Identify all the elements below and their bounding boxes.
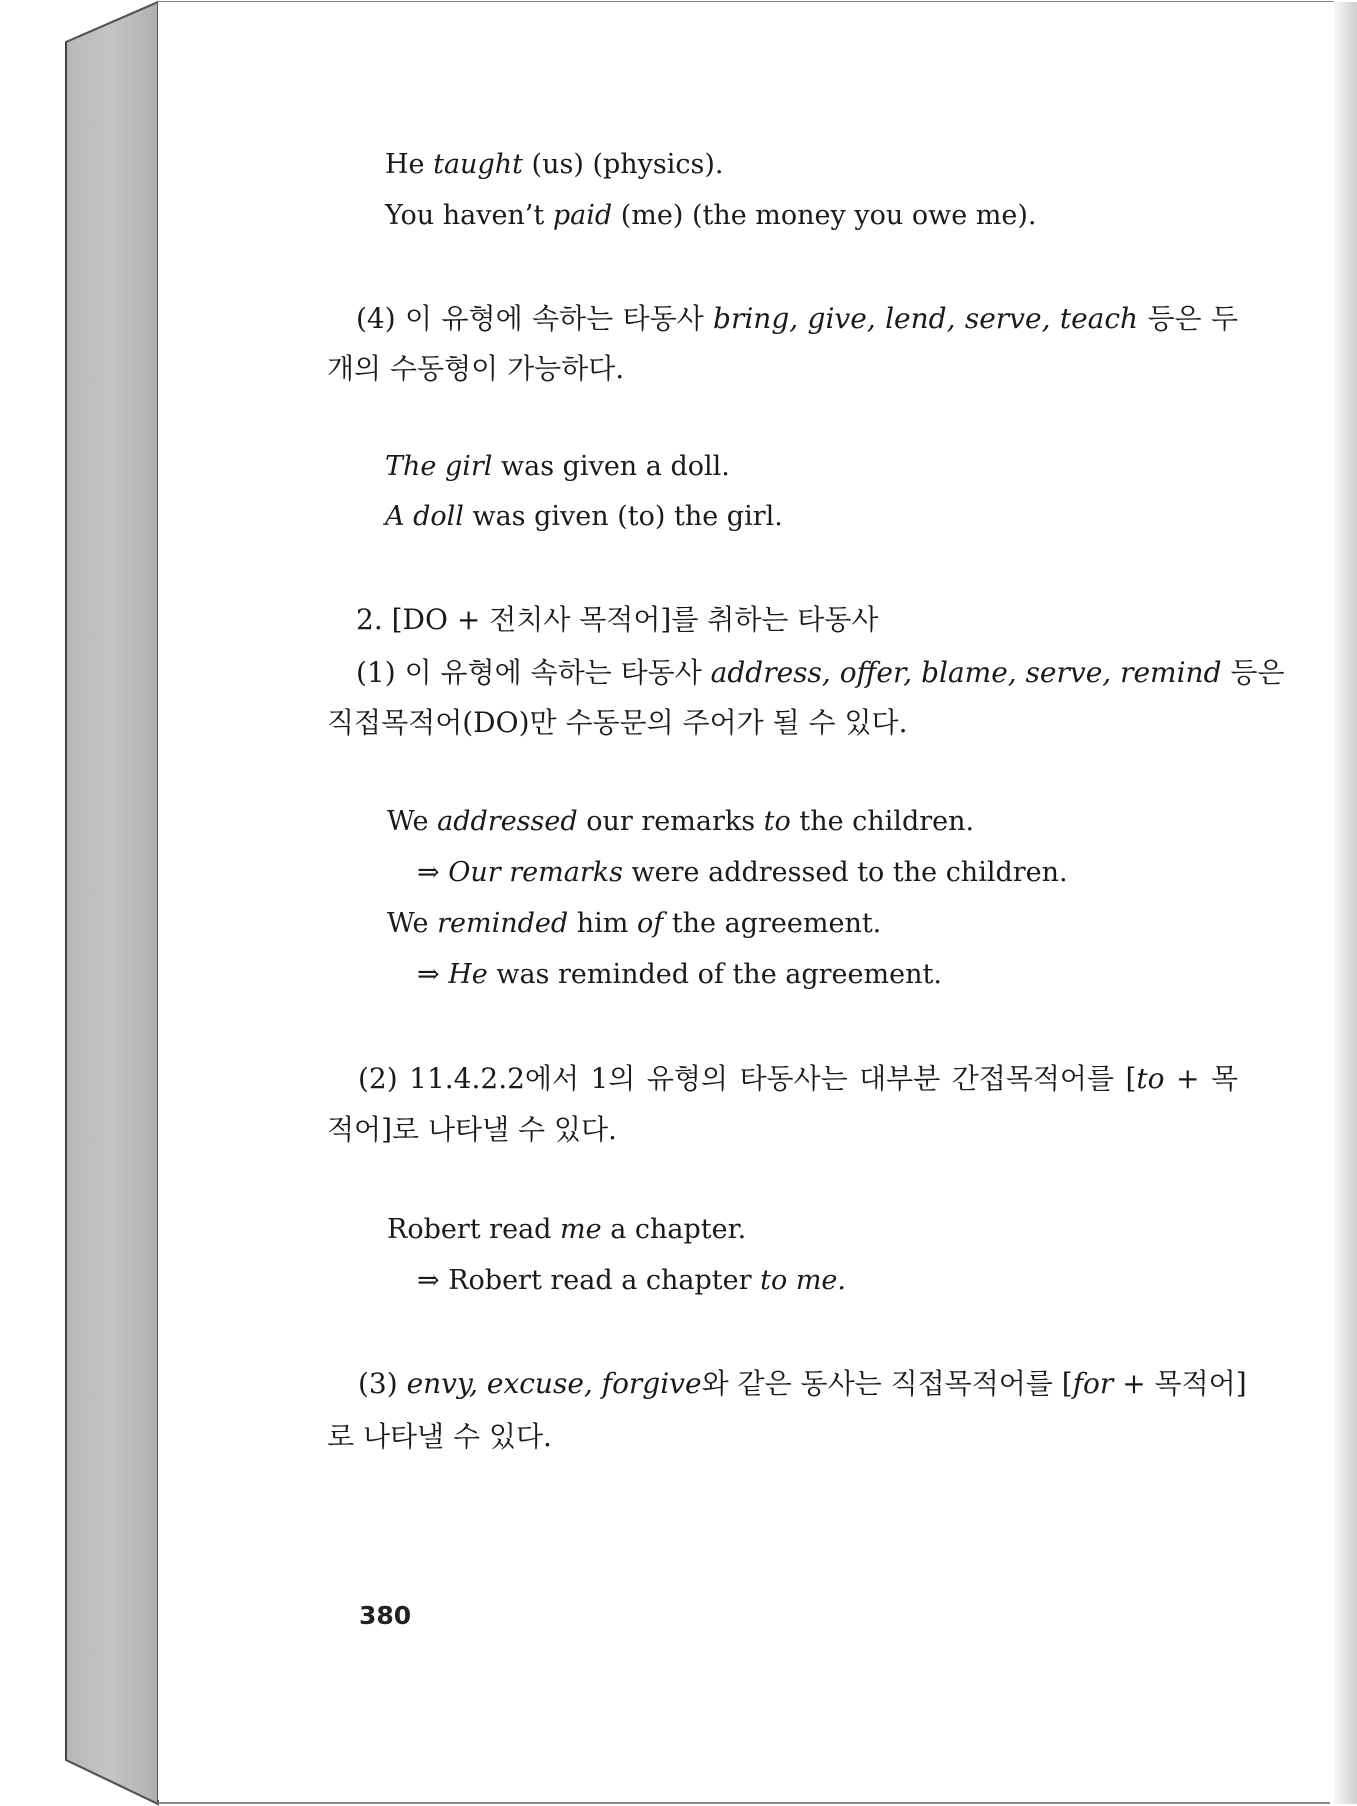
paragraph-3-line-1 bbox=[358, 1367, 1247, 1401]
example-line-robert-read-chapter bbox=[417, 1264, 846, 1298]
text-segment: was given a doll. bbox=[492, 451, 730, 482]
text-segment: ⇒ bbox=[417, 959, 449, 990]
text-segment: 등은 bbox=[1221, 656, 1285, 689]
text-segment: a chapter. bbox=[601, 1214, 747, 1245]
text-segment: him bbox=[568, 908, 637, 939]
text-segment: (me) (the money you owe me). bbox=[612, 200, 1037, 231]
example-line-the-girl bbox=[385, 450, 730, 484]
text-segment: Our remarks bbox=[448, 857, 623, 888]
text-segment: the children. bbox=[790, 806, 975, 837]
paragraph-2-line-1 bbox=[358, 1062, 1238, 1096]
text-segment: 직접목적어(DO)만 수동문의 주어가 될 수 있다. bbox=[327, 706, 908, 739]
text-segment: 와 같은 동사는 직접목적어를 [ bbox=[701, 1367, 1073, 1400]
section-2-heading bbox=[356, 603, 878, 637]
text-segment: A doll bbox=[385, 501, 464, 532]
text-segment: (2) 11.4.2.2에서 1의 유형의 타동사는 대부분 간접목적어를 [ bbox=[358, 1062, 1137, 1095]
text-segment: to me. bbox=[760, 1265, 846, 1296]
text-segment: paid bbox=[552, 200, 613, 231]
text-segment: for bbox=[1072, 1367, 1114, 1400]
paragraph-4-line-1 bbox=[356, 302, 1238, 336]
text-segment: was given (to) the girl. bbox=[463, 501, 783, 532]
text-segment: 로 나타낼 수 있다. bbox=[327, 1420, 552, 1453]
text-segment: Robert read bbox=[387, 1214, 561, 1245]
page-number: 380 bbox=[359, 1601, 412, 1630]
text-segment: address, offer, blame, serve, remind bbox=[710, 656, 1222, 689]
text-segment: (4) 이 유형에 속하는 타동사 bbox=[356, 302, 714, 335]
text-segment: We bbox=[387, 908, 438, 939]
text-segment: ⇒ bbox=[417, 857, 449, 888]
text-segment: taught bbox=[433, 149, 523, 180]
text-segment: our remarks bbox=[577, 806, 764, 837]
text-segment: the agreement. bbox=[663, 908, 882, 939]
example-line-our-remarks bbox=[417, 856, 1068, 890]
text-segment: reminded bbox=[437, 908, 569, 939]
text-segment: You haven’t bbox=[385, 200, 553, 231]
section-2-paragraph-1-line-1 bbox=[356, 656, 1285, 690]
text-segment: to bbox=[1136, 1062, 1165, 1095]
text-segment: (3) bbox=[358, 1367, 407, 1400]
example-line-we-reminded bbox=[387, 907, 881, 941]
text-segment: He bbox=[385, 149, 434, 180]
text-segment: were addressed to the children. bbox=[622, 857, 1068, 888]
example-line-he-taught bbox=[385, 148, 724, 182]
text-segment: to bbox=[763, 806, 791, 837]
text-segment: ⇒ Robert read a chapter bbox=[417, 1265, 761, 1296]
example-line-we-addressed bbox=[387, 805, 974, 839]
text-segment: of bbox=[636, 908, 664, 939]
page-right-edge bbox=[1330, 2, 1357, 1804]
text-segment: 등은 두 bbox=[1138, 302, 1238, 335]
text-segment: envy, excuse, forgive bbox=[406, 1367, 702, 1400]
text-segment: + 목적어] bbox=[1113, 1367, 1247, 1400]
text-segment: (1) 이 유형에 속하는 타동사 bbox=[356, 656, 711, 689]
text-segment: was reminded of the agreement. bbox=[487, 959, 942, 990]
section-2-paragraph-1-line-2 bbox=[327, 706, 907, 740]
text-segment: + 목 bbox=[1164, 1062, 1238, 1095]
text-segment: addressed bbox=[437, 806, 578, 837]
book-spine bbox=[66, 2, 158, 1804]
text-segment: me bbox=[560, 1214, 602, 1245]
text-segment: 적어]로 나타낼 수 있다. bbox=[327, 1113, 617, 1146]
example-line-robert-read-me bbox=[387, 1213, 746, 1247]
text-segment: The girl bbox=[385, 451, 493, 482]
book-page bbox=[158, 2, 1334, 1800]
example-line-you-havent-paid bbox=[385, 199, 1036, 233]
paragraph-2-line-2 bbox=[327, 1113, 617, 1147]
text-segment: 2. [DO + 전치사 목적어]를 취하는 타동사 bbox=[356, 603, 879, 636]
text-segment: He bbox=[448, 959, 488, 990]
example-line-a-doll bbox=[385, 500, 783, 534]
text-segment: 개의 수동형이 가능하다. bbox=[327, 352, 625, 385]
text-segment: bring, give, lend, serve, teach bbox=[713, 302, 1139, 335]
text-segment: (us) (physics). bbox=[522, 149, 724, 180]
text-segment: We bbox=[387, 806, 438, 837]
paragraph-3-line-2 bbox=[327, 1420, 552, 1454]
paragraph-4-line-2 bbox=[327, 352, 624, 386]
example-line-he-was-reminded bbox=[417, 958, 942, 992]
